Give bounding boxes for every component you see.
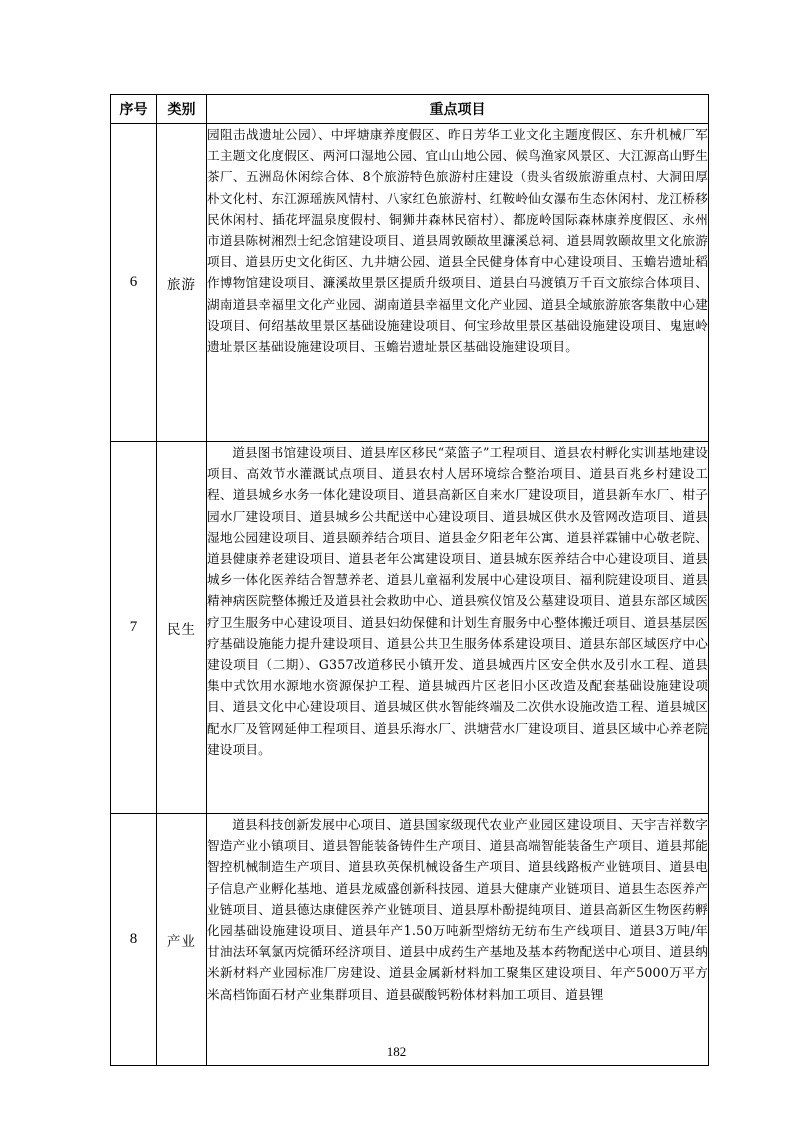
- table-row: [111, 124, 709, 442]
- row-index: 8: [111, 814, 157, 1066]
- table-header-row: [111, 95, 709, 124]
- row-projects-text: 道县图书馆建设项目、道县库区移民“菜篮子”工程项目、道县农村孵化实训基地建设项目、高效节水灌溉试点项目、道县农村人居环境综合整治项目、道县百兆乡村建设工程、道县城乡水务一体化建设项目、道县高新区自来水厂建设项目，道县新车水厂、柑子园水厂建设项目、道县城乡公共配送中心建设项目、道县城区供水及管网改造项目、道县湿地公园建设项目、道县颐养结合项目、道县金夕阳老年公寓、道县祥霖铺中心敬老院、道县健康养老建设项目、道县老年公寓建设项目、道县城东医养结合中心建设项目、道县城乡一体化医养结合智慧养老、道县儿童福利发展中心建设项目、福利院建设项目、道县精神病医院整体搬迁及道县社会救助中心、道县殡仪馆及公墓建设项目、道县东部区域医疗卫生服务中心建设项目、道县妇幼保健和计划生育服务中心整体搬迁项目、道县基层医疗基础设施能力提升建设项目、道县公共卫生服务体系建设项目、道县东部区域医疗中心建设项目（二期）、G357改道移民小镇开发、道县城西片区安全供水及引水工程、道县集中式饮用水源地水资源保护工程、道县城西片区老旧小区改造及配套基础设施建设项目、道县文化中心建设项目、道县城区供水智能终端及二次供水设施改造工程、道县城区配水厂及管网延伸工程项目、道县乐海水厂、洪塘营水厂建设项目、道县区域中心养老院建设项目。: [207, 445, 708, 757]
- table-row: [111, 814, 709, 1066]
- row-projects: [207, 814, 709, 1066]
- row-index: 6: [111, 124, 157, 442]
- row-category: 民生: [157, 442, 207, 814]
- row-projects-text: 园阻击战遗址公园）、中坪塘康养度假区、昨日芳华工业文化主题度假区、东升机械厂军工主题文化度假区、两河口湿地公园、宜山山地公园、候鸟渔家风景区、大江源高山野生茶厂、五洲岛休闲综合体、8个旅游特色旅游村庄建设（贵头省级旅游重点村、大洞田厚朴文化村、东江源瑶族风情村、八家红色旅游村、红鞍岭仙女瀑布生态休闲村、龙江桥移民休闲村、插花坪温泉度假村、铜狮井森林民宿村）、都庞岭国际森林康养度假区、永州市道县陈树湘烈士纪念馆建设项目、道县周敦颐故里濂溪总祠、道县周敦颐故里文化旅游项目、道县历史文化街区、九井塘公园、道县全民健身体育中心建设项目、玉蟾岩遗址稻作博物馆建设项目、濂溪故里景区提质升级项目、道县白马渡镇万千百文旅综合体项目、湖南道县幸福里文化产业园、湖南道县幸福里文化产业园、道县全域旅游旅客集散中心建设项目、何绍基故里景区基础设施建设项目、何宝珍故里景区基础设施建设项目、鬼崽岭遗址景区基础设施建设项目、玉蟾岩遗址景区基础设施建设项目。: [207, 127, 708, 355]
- header-projects: 重点项目: [207, 95, 709, 124]
- table-row: [111, 442, 709, 814]
- row-projects: [207, 442, 709, 814]
- row-index: 7: [111, 442, 157, 814]
- row-category: 旅游: [157, 124, 207, 442]
- key-projects-table: [110, 94, 709, 1066]
- header-category: 类别: [157, 95, 207, 124]
- row-category: 产业: [157, 814, 207, 1066]
- row-projects: [207, 124, 709, 442]
- row-projects-text: 道县科技创新发展中心项目、道县国家级现代农业产业园区建设项目、天宇吉祥数字智造产业小镇项目、道县智能装备铸件生产项目、道县高端智能装备生产项目、道县邦能智控机械制造生产项目、道县玖英保机械设备生产项目、道县线路板产业链项目、道县电子信息产业孵化基地、道县龙威盛创新科技园、道县大健康产业链项目、道县生态医养产业链项目、道县德达康健医养产业链项目、道县厚朴酚提纯项目、道县高新区生物医药孵化园基础设施建设项目、道县年产1.50万吨新型熔纺无纺布生产线项目、道县3万吨/年甘油法环氧氯丙烷循环经济项目、道县中成药生产基地及基本药物配送中心项目、道县纳米新材料产业园标准厂房建设、道县金属新材料加工聚集区建设项目、年产5000万平方米高档饰面石材产业集群项目、道县碳酸钙粉体材料加工项目、道县锂: [207, 817, 708, 1002]
- page-number: 182: [386, 1044, 407, 1059]
- header-index: 序号: [111, 95, 157, 124]
